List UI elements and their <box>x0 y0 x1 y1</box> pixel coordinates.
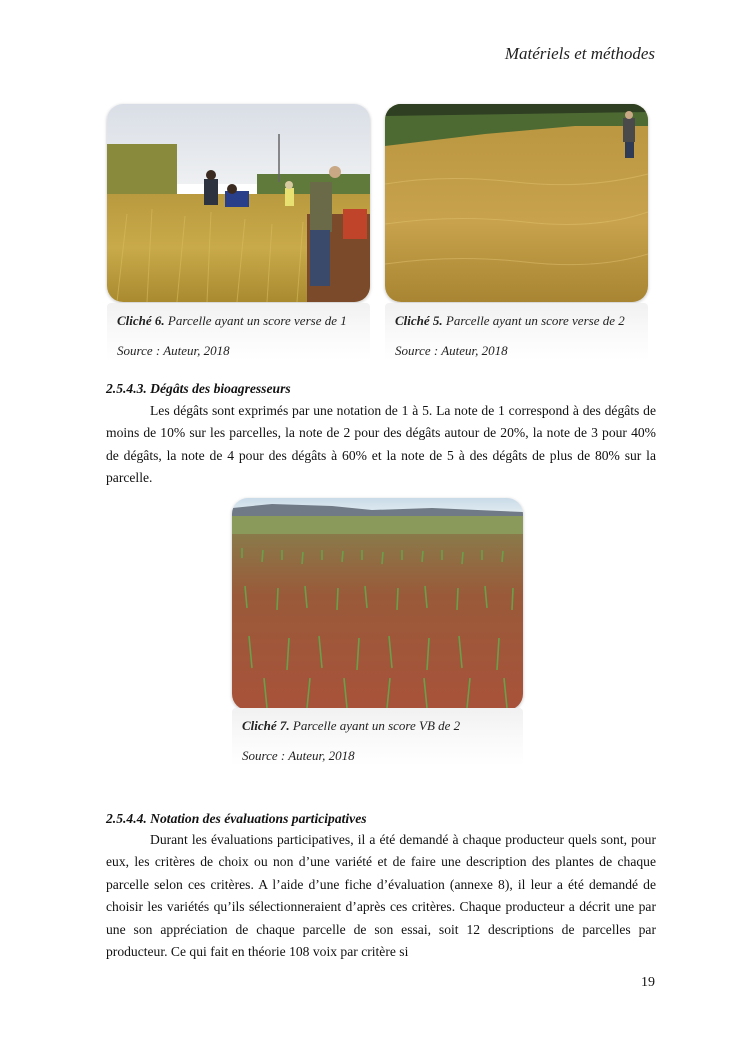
caption-label: Cliché 6. <box>117 313 165 328</box>
section-heading-2544: 2.5.4.4. Notation des évaluations participatives <box>106 811 367 826</box>
caption-source: Source : Auteur, 2018 <box>242 748 355 763</box>
caption-label: Cliché 7. <box>242 718 290 733</box>
caption-cliche-7 <box>232 708 523 766</box>
caption-text: Parcelle ayant un score verse de 2 <box>445 313 625 328</box>
caption-text: Parcelle ayant un score verse de 1 <box>167 313 347 328</box>
caption-text: Parcelle ayant un score VB de 2 <box>292 718 461 733</box>
caption-source: Source : Auteur, 2018 <box>395 343 508 358</box>
photo-cliche-5 <box>385 104 648 302</box>
page-header: Matériels et méthodes <box>504 44 655 63</box>
caption-source: Source : Auteur, 2018 <box>117 343 230 358</box>
section-heading-2543: 2.5.4.3. Dégâts des bioagresseurs <box>106 381 291 396</box>
photo-cliche-7 <box>232 498 523 710</box>
photo-cliche-6 <box>107 104 370 302</box>
caption-cliche-5 <box>385 303 648 361</box>
paragraph-degats: Les dégâts sont exprimés par une notation de 1 à 5. La note de 1 correspond à des dégâts de moins de 10% sur les parcelles, la note de 2 pour des dégâts autour de 20%, la note de 3 pour 40% de dégâts, la note de 4 pour des dégâts à 60% et la note de 5 à des dégâts de plus de 80% sur la parcelle. <box>106 403 656 486</box>
caption-cliche-6 <box>107 303 370 361</box>
page-number: 19 <box>641 975 655 990</box>
paragraph-evaluations: Durant les évaluations participatives, il a été demandé à chaque producteur quels sont, pour eux, les critères de choix ou non d’une variété et de faire une description des plantes de chaque parcelle selon ces critères. A l’aide d’une fiche d’évaluation (annexe 8), il leur a été demandé de choisir les variétés qu’ils sélectionneraient d’après ces critères. Chaque producteur a décrit une par une son appréciation de chaque parcelle de son essai, soit 12 descriptions de parcelles par producteur. Ce qui fait en théorie 108 voix par critère si <box>106 832 656 960</box>
caption-label: Cliché 5. <box>395 313 443 328</box>
